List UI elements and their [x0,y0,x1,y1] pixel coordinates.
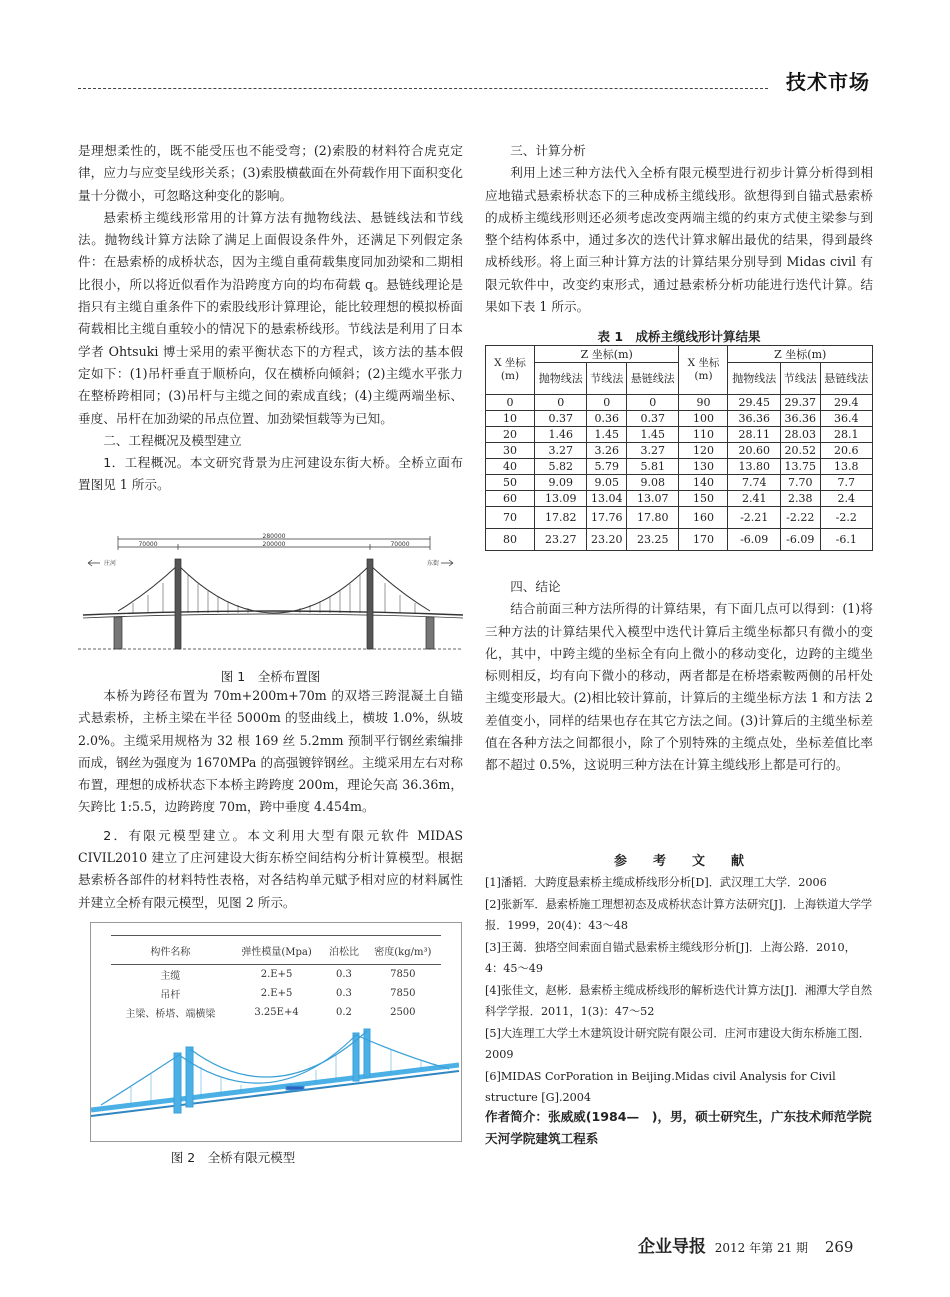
table-cell: 1.45 [587,427,627,443]
table-cell: 50 [486,475,535,491]
table-cell: 9.05 [587,475,627,491]
table-cell: 28.03 [780,427,820,443]
table-1-title: 表 1 成桥主缆线形计算结果 [597,329,761,344]
table-header: 弹性模量(Mpa) [230,936,324,965]
table-cell: 主梁、桥塔、端横梁 [125,1009,216,1020]
table-cell: 100 [679,411,728,427]
table-cell: 29.37 [780,395,820,411]
table-cell: 23.25 [627,529,679,551]
paragraph: 利用上述三种方法代入全桥有限元模型进行初步计算分析得到相应地锚式悬索桥状态下的三种成桥主缆线形。欲想得到自锚式悬索桥的成桥主缆线形则还必须考虑改变两端主缆的约束方式使主梁参与到整个结构体系中，通过多次的迭代计算求解出最优的结果，得到最终成桥线形。将上面三种计算方法的计算结果分别导到 Midas civil 有限元软件中，改变约束形式，通过悬索桥分析功能进行迭代计算。结果如下表 1 所示。 [485,165,873,315]
table-cell: 0.3 [336,988,352,999]
table-row [486,395,873,411]
fe-model-drawing [91,1025,459,1140]
table-cell: 0 [486,395,535,411]
table-cell: 140 [679,475,728,491]
reference-item: [6]MIDAS CorPoration in Beijing.Midas civil Analysis for Civil structure [G].2004 [485,1069,836,1104]
table-cell: 13.07 [627,491,679,507]
table-cell: 吊杆 [160,990,181,1001]
table-row [486,411,873,427]
section-heading: 二、工程概况及模型建立 [103,432,242,448]
table-row [486,443,873,459]
figure-2-caption: 图 2 全桥有限元模型 [170,1150,296,1165]
reference-item: [4]张佳文，赵彬．悬索桥主缆成桥线形的解析迭代计算方法[J]．湘潭大学自然科学学报．2011，1(3)：47～52 [485,983,873,1018]
table-cell: 20.60 [728,443,780,459]
table-cell: 17.82 [535,507,587,529]
table-cell: 0.2 [336,1007,352,1018]
table-row [486,491,873,507]
table-cell: 7.74 [728,475,780,491]
paragraph: 结合前面三种方法所得的计算结果，有下面几点可以得到：(1)将三种方法的计算结果代入模型中迭代计算后主缆坐标都只有微小的变化，其中，中跨主缆的坐标全有向上微小的移动变化，边跨的主缆坐标则相反，均有向下微小的移动，两者都是在桥塔索鞍两侧的吊杆处主缆变形最大。(2)相比较计算前，计算后的主缆坐标方法 1 和方法 2 差值变小，同样的结果也存在其它方法之间。(3)计算后的主缆坐标差值在各种方法之间都很小，除了个别特殊的主缆点处，坐标差值比率都不超过 0.5%，这说明三种方法在计算主缆线形上都是可行的。 [485,601,873,773]
table-cell: 0.3 [336,969,352,980]
table-cell: 20 [486,427,535,443]
page-footer [638,1232,853,1257]
table-cell: 10 [486,411,535,427]
table-cell: 2.38 [780,491,820,507]
table-cell: 3.25E+4 [254,1007,299,1018]
table-cell: 2500 [390,1007,416,1018]
table-cell: 70 [486,507,535,529]
table-cell: 36.36 [780,411,820,427]
paragraph: 本文利用大型有限元软件 MIDAS CIVIL2010 建立了庄河建设大街东桥空间结构分析计算模型。根据悬索桥各部件的材料特性表格，对各结构单元赋予相对应的材料属性并建立全桥有限元模型，见图 2 所示。 [78,827,463,910]
right-column-top [485,140,873,318]
author-bio: 作者简介：张威威(1984— )，男，硕士研究生，广东技术师范学院天河学院建筑工程系 [485,1109,872,1146]
table-cell: -2.22 [780,507,820,529]
dim-left-span: 70000 [138,541,158,548]
reference-item: [1]潘韬．大跨度悬索桥主缆成桥线形分析[D]．武汉理工大学．2006 [485,876,827,889]
dim-total: 280000 [262,533,286,540]
table-cell: 30 [486,443,535,459]
table-cell: 0 [587,395,627,411]
table-cell: -6.09 [780,529,820,551]
table-cell: 9.08 [627,475,679,491]
table-row [486,475,873,491]
table-cell: 20.52 [780,443,820,459]
table-cell: 150 [679,491,728,507]
table-cell: 28.11 [728,427,780,443]
table-cell: 5.79 [587,459,627,475]
table-header: 节线法 [587,363,627,395]
left-column-bottom [78,685,463,914]
table-cell: 17.76 [587,507,627,529]
table-cell: 主缆 [160,971,181,982]
table-cell: 1.46 [535,427,587,443]
table-header: Z 坐标(m) [535,346,679,363]
table-cell: 0.36 [587,411,627,427]
table-cell: 2.E+5 [260,988,293,999]
table-header: 泊松比 [323,936,364,965]
table-cell: -2.2 [820,507,872,529]
table-cell: 9.09 [535,475,587,491]
table-cell: 29.45 [728,395,780,411]
table-header: 悬链线法 [627,363,679,395]
table-header: 密度(kg/m³) [365,936,441,965]
figure-2 [90,922,462,1142]
table-cell: 110 [679,427,728,443]
table-cell: 60 [486,491,535,507]
figure-1 [78,533,463,658]
table-cell: 2.E+5 [260,969,293,980]
table-header: 节线法 [780,363,820,395]
table-header: X 坐标(m) [486,346,535,395]
table-cell: 2.41 [728,491,780,507]
figure-1-caption: 图 1 全桥布置图 [220,669,321,684]
table-cell: 7850 [390,969,416,980]
table-cell: 40 [486,459,535,475]
material-table-wrap [111,935,441,1022]
section-heading: 四、结论 [510,579,561,594]
bridge-elevation-drawing [78,533,463,658]
subheading: 2．有限元模型建立。 [103,827,248,843]
table-cell: 7.7 [820,475,872,491]
table-cell: 3.27 [535,443,587,459]
table-cell: -6.1 [820,529,872,551]
dim-right-span: 70000 [390,541,410,548]
table-cell: 13.80 [728,459,780,475]
table-cell: 160 [679,507,728,529]
table-cell: 1.45 [627,427,679,443]
reference-item: [2]张新军．悬索桥施工理想初态及成桥状态计算方法研究[J]．上海铁道大学学报．1999，20(4)：43～48 [485,897,873,932]
table-row [486,459,873,475]
table-header: 悬链线法 [820,363,872,395]
table-cell: -2.21 [728,507,780,529]
paragraph: 是理想柔性的，既不能受压也不能受弯；(2)索股的材料符合虎克定律，应力与应变呈线形关系；(3)索股横截面在外荷载作用下面积变化量十分微小，可忽略这种变化的影响。 [78,143,463,203]
paragraph: 悬索桥主缆线形常用的计算方法有抛物线法、悬链线法和节线法。抛物线计算方法除了满足上面假设条件外，还满足下列假定条件：在悬索桥的成桥状态，因为主缆自重荷载集度同加劲梁和二期相比很小，所以将近似看作为沿跨度方向的均布荷载 q。悬链线理论是指只有主缆自重条件下的索股线形计算理论，能比较理想的模拟桥面荷载相比主缆自重较小的情况下的悬索桥线形。节线法是利用了日本学者 Ohtsuki 博士采用的索平衡状态下的方程式，该方法的基本假定如下：(1)吊杆垂直于顺桥向，仅在横桥向倾斜；(2)主缆水平张力在整桥跨相同；(3)吊杆与主缆之间的索成直线；(4)主缆两端坐标、垂度、吊杆在加劲梁的吊点位置、加劲梁恒载等为已知。 [78,209,463,426]
table-cell: 23.27 [535,529,587,551]
table-cell: 0 [535,395,587,411]
table-cell: 23.20 [587,529,627,551]
table-cell: 2.4 [820,491,872,507]
table-cell: 20.6 [820,443,872,459]
table-cell: 36.36 [728,411,780,427]
table-cell: 0 [627,395,679,411]
reference-item: [5]大连理工大学土木建筑设计研究院有限公司．庄河市建设大街东桥施工图．2009 [485,1026,871,1061]
table-row [486,427,873,443]
table-header: 抛物线法 [535,363,587,395]
subheading: 1．工程概况。 [103,455,190,471]
right-column-mid [485,576,873,777]
table-cell: -6.09 [728,529,780,551]
table-cell: 3.26 [587,443,627,459]
page-number: 269 [824,1238,854,1256]
results-table [485,345,873,551]
reference-item: [3]王蔼．独塔空间索面自锚式悬索桥主缆线形分析[J]．上海公路．2010，4：45～49 [485,940,856,975]
table-header: 抛物线法 [728,363,780,395]
table-cell: 5.82 [535,459,587,475]
table-cell: 13.09 [535,491,587,507]
table-cell: 13.8 [820,459,872,475]
table-cell: 7.70 [780,475,820,491]
table-cell: 0.37 [535,411,587,427]
table-cell: 29.4 [820,395,872,411]
references-title: 参 考 文 献 [613,854,744,869]
table-cell: 170 [679,529,728,551]
table-cell: 90 [679,395,728,411]
table-cell: 130 [679,459,728,475]
issue-label: 2012 年第 21 期 [714,1241,809,1255]
section-heading: 三、计算分析 [510,143,586,158]
table-cell: 0.37 [627,411,679,427]
results-table-body [486,395,873,551]
material-table [111,935,441,1022]
table-cell: 17.80 [627,507,679,529]
table-cell: 7850 [390,988,416,999]
table-cell: 28.1 [820,427,872,443]
table-row [486,507,873,529]
paragraph: 本桥为跨径布置为 70m+200m+70m 的双塔三跨混凝土自锚式悬索桥，主桥主梁在半径 5000m 的竖曲线上，横坡 1.0%，纵坡 2.0%。主缆采用规格为 32 根 169 丝 5.2mm 预制平行钢丝索编排而成，钢丝为强度为 1670MPa 的高强镀锌钢丝。主缆采用左右对称布置，理想的成桥状态下本桥主跨跨度 200m，理论矢高 36.36m，矢跨比 1:5.5，边跨跨度 70m，跨中垂度 4.454m。 [78,688,463,815]
table-cell: 80 [486,529,535,551]
header-rule [78,88,768,89]
references-list [485,872,873,1109]
table-header: Z 坐标(m) [728,346,873,363]
table-cell: 13.75 [780,459,820,475]
table-row [486,529,873,551]
section-title: 技术市场 [786,70,870,94]
table-cell: 36.4 [820,411,872,427]
table-header: X 坐标(m) [679,346,728,395]
table-cell: 13.04 [587,491,627,507]
table-cell: 3.27 [627,443,679,459]
journal-name: 企业导报 [638,1237,706,1257]
paragraph: 本文研究背景为庄河建设东街大桥。全桥立面布置图见 1 所示。 [78,455,464,493]
left-column-top [78,140,463,497]
table-header: 构件名称 [111,936,230,965]
table-cell: 120 [679,443,728,459]
direction-left-label: 庄河 [103,560,117,567]
direction-right-label: 东街 [426,560,440,567]
dim-main-span: 200000 [262,541,286,548]
table-cell: 5.81 [627,459,679,475]
